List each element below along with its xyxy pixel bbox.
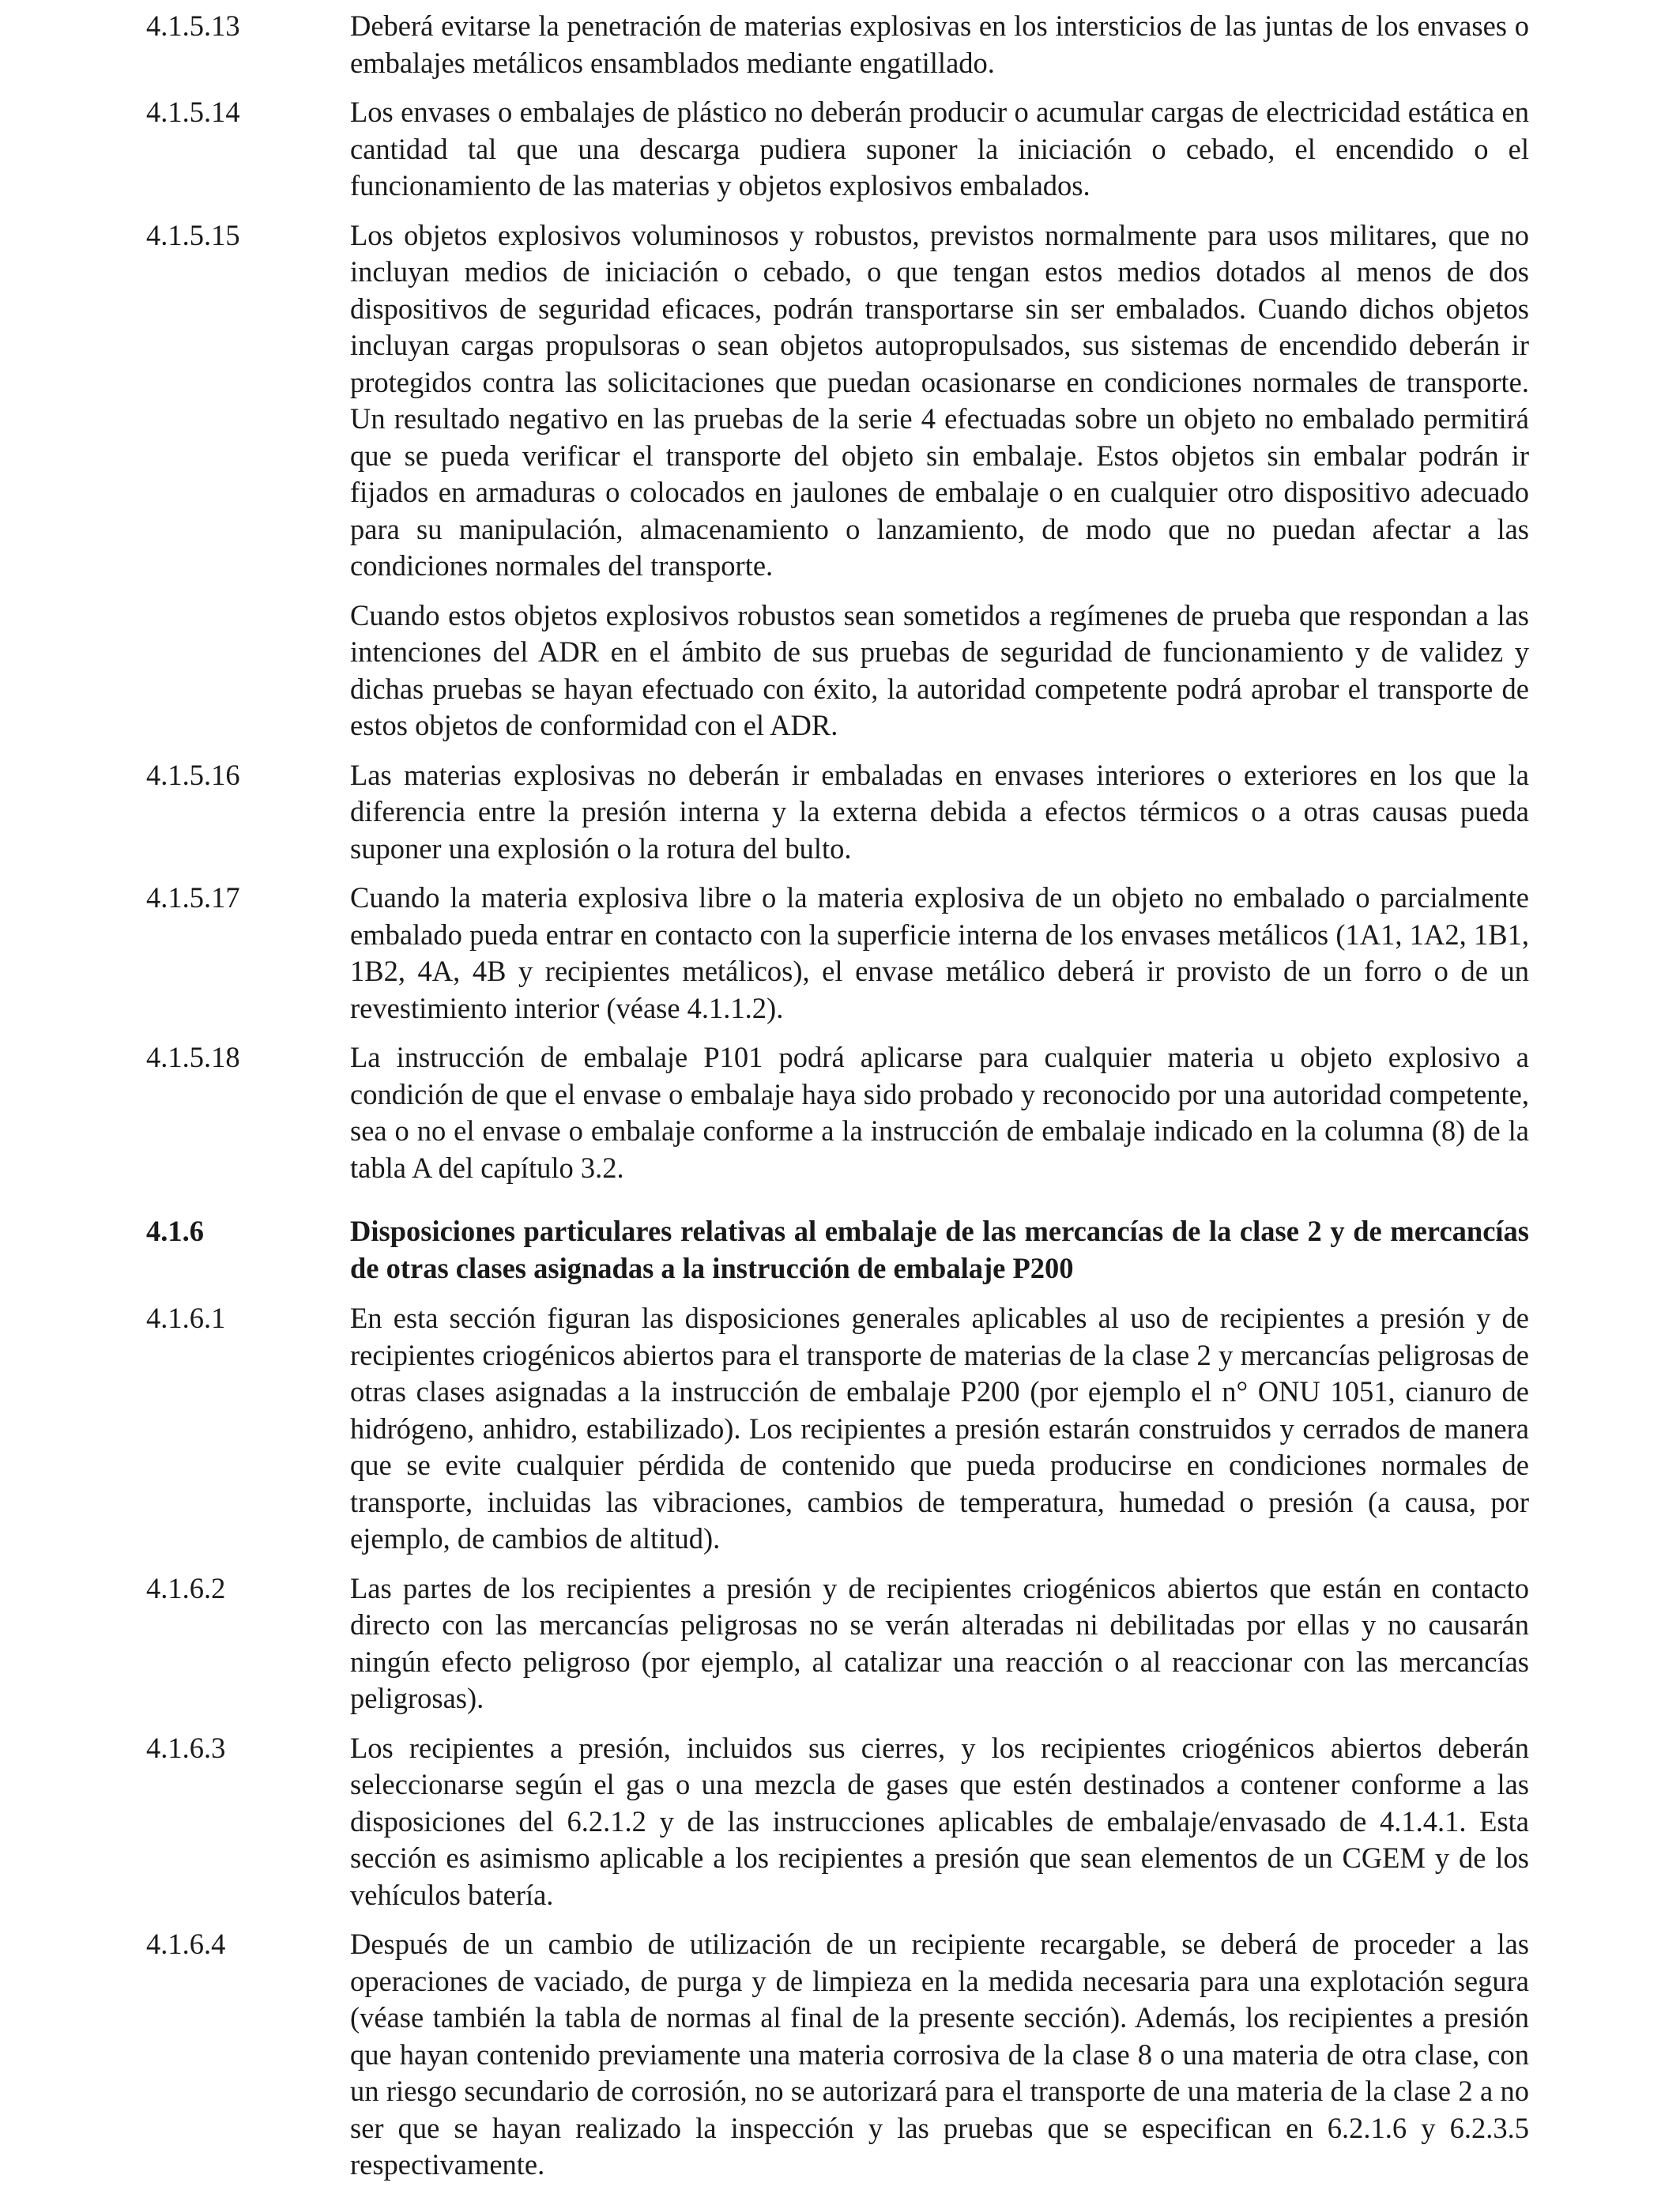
paragraph-number: 4.1.5.15 xyxy=(146,218,240,251)
paragraph-4-1-5-13 xyxy=(146,8,1529,81)
paragraph-4-1-5-17 xyxy=(146,880,1529,1027)
paragraph-4-1-5-15-continuation xyxy=(146,598,1529,745)
paragraph-4-1-6-3 xyxy=(146,1730,1529,1914)
paragraph-number: 4.1.5.16 xyxy=(146,758,240,791)
paragraph-text: Deberá evitarse la penetración de materias explosivas en los intersticios de las juntas de los envases o embalajes metálicos ensamblados mediante engatillado. xyxy=(350,9,1529,79)
paragraph-text: Los envases o embalajes de plástico no deberán producir o acumular cargas de electricidad estática en cantidad tal que una descarga pudiera suponer la iniciación o cebado, el encendido o el funcionamiento de las materias y objetos explosivos embalados. xyxy=(350,96,1529,202)
paragraph-4-1-5-15 xyxy=(146,217,1529,585)
document-page xyxy=(146,8,1529,2184)
section-title: Disposiciones particulares relativas al embalaje de las mercancías de la clase 2 y de mercancías de otras clases asignadas a la instrucción de embalaje P200 xyxy=(350,1215,1529,1284)
paragraph-4-1-6-2 xyxy=(146,1570,1529,1717)
paragraph-text: Las materias explosivas no deberán ir embaladas en envases interiores o exteriores en los que la diferencia entre la presión interna y la externa debida a efectos térmicos o a otras causas pueda suponer una explosión o la rotura del bulto. xyxy=(350,758,1529,865)
section-heading-4-1-6 xyxy=(146,1213,1529,1287)
paragraph-number: 4.1.6.3 xyxy=(146,1731,226,1764)
paragraph-number: 4.1.6.2 xyxy=(146,1571,226,1604)
paragraph-number: 4.1.6.4 xyxy=(146,1928,226,1960)
paragraph-4-1-5-18 xyxy=(146,1039,1529,1186)
paragraph-number: 4.1.5.13 xyxy=(146,9,240,42)
paragraph-number: 4.1.5.18 xyxy=(146,1041,240,1073)
paragraph-text: Cuando estos objetos explosivos robustos sean sometidos a regímenes de prueba que respondan a las intenciones del ADR en el ámbito de sus pruebas de seguridad de funcionamiento y de validez y dichas pruebas se hayan efectuado con éxito, la autoridad competente podrá aprobar el transporte de estos objetos de conformidad con el ADR. xyxy=(350,598,1529,741)
paragraph-number: 4.1.6.1 xyxy=(146,1302,226,1334)
paragraph-4-1-5-16 xyxy=(146,757,1529,868)
paragraph-text: Los objetos explosivos voluminosos y robustos, previstos normalmente para usos militares, que no incluyan medios de iniciación o cebado, o que tengan estos medios dotados al menos de dos dispositivos de seguridad eficaces, podrán transportarse sin ser embalados. Cuando dichos objetos incluyan cargas propulsoras o sean objetos autopropulsados, sus sistemas de encendido deberán ir protegidos contra las solicitaciones que puedan ocasionarse en condiciones normales de transporte. Un resultado negativo en las pruebas de la serie 4 efectuadas sobre un objeto no embalado permitirá que se pueda verificar el transporte del objeto sin embalaje. Estos objetos sin embalar podrán ir fijados en armaduras o colocados en jaulones de embalaje o en cualquier otro dispositivo adecuado para su manipulación, almacenamiento o lanzamiento, de modo que no puedan afectar a las condiciones normales del transporte. xyxy=(350,218,1529,582)
paragraph-4-1-5-14 xyxy=(146,94,1529,205)
paragraph-text: La instrucción de embalaje P101 podrá aplicarse para cualquier materia u objeto explosivo a condición de que el envase o embalaje haya sido probado y reconocido por una autoridad competente, sea o no el envase o embalaje conforme a la instrucción de embalaje indicado en la columna (8) de la tabla A del capítulo 3.2. xyxy=(350,1041,1529,1184)
paragraph-text: Después de un cambio de utilización de un recipiente recargable, se deberá de proceder a las operaciones de vaciado, de purga y de limpieza en la medida necesaria para una explotación segura (véase también la tabla de normas al final de la presente sección). Además, los recipientes a presión que hayan contenido previamente una materia corrosiva de la clase 8 o una materia de otra clase, con un riesgo secundario de corrosión, no se autorizará para el transporte de una materia de la clase 2 a no ser que se hayan realizado la inspección y las pruebas que se especifican en 6.2.1.6 y 6.2.3.5 respectivamente. xyxy=(350,1928,1529,2181)
section-number: 4.1.6 xyxy=(146,1215,204,1247)
paragraph-number: 4.1.5.14 xyxy=(146,96,240,128)
paragraph-4-1-6-4 xyxy=(146,1926,1529,2184)
paragraph-text: Cuando la materia explosiva libre o la materia explosiva de un objeto no embalado o parcialmente embalado pueda entrar en contacto con la superficie interna de los envases metálicos (1A1, 1A2, 1B1, 1B2, 4A, 4B y recipientes metálicos), el envase metálico deberá ir provisto de un forro o de un revestimiento interior (véase 4.1.1.2). xyxy=(350,881,1529,1024)
paragraph-4-1-6-1 xyxy=(146,1300,1529,1558)
paragraph-text: Las partes de los recipientes a presión y de recipientes criogénicos abiertos que están en contacto directo con las mercancías peligrosas no se verán alteradas ni debilitadas por ellas y no causarán ningún efecto peligroso (por ejemplo, al catalizar una reacción o al reaccionar con las mercancías peligrosas). xyxy=(350,1571,1529,1714)
paragraph-text: Los recipientes a presión, incluidos sus cierres, y los recipientes criogénicos abiertos deberán seleccionarse según el gas o una mezcla de gases que estén destinados a contener conforme a las disposiciones del 6.2.1.2 y de las instrucciones aplicables de embalaje/envasado de 4.1.4.1. Esta sección es asimismo aplicable a los recipientes a presión que sean elementos de un CGEM y de los vehículos batería. xyxy=(350,1731,1529,1911)
paragraph-number: 4.1.5.17 xyxy=(146,881,240,914)
paragraph-text: En esta sección figuran las disposiciones generales aplicables al uso de recipientes a presión y de recipientes criogénicos abiertos para el transporte de materias de la clase 2 y mercancías peligrosas de otras clases asignadas a la instrucción de embalaje P200 (por ejemplo el n° ONU 1051, cianuro de hidrógeno, anhidro, estabilizado). Los recipientes a presión estarán construidos y cerrados de manera que se evite cualquier pérdida de contenido que pueda producirse en condiciones normales de transporte, incluidas las vibraciones, cambios de temperatura, humedad o presión (a causa, por ejemplo, de cambios de altitud). xyxy=(350,1302,1529,1555)
